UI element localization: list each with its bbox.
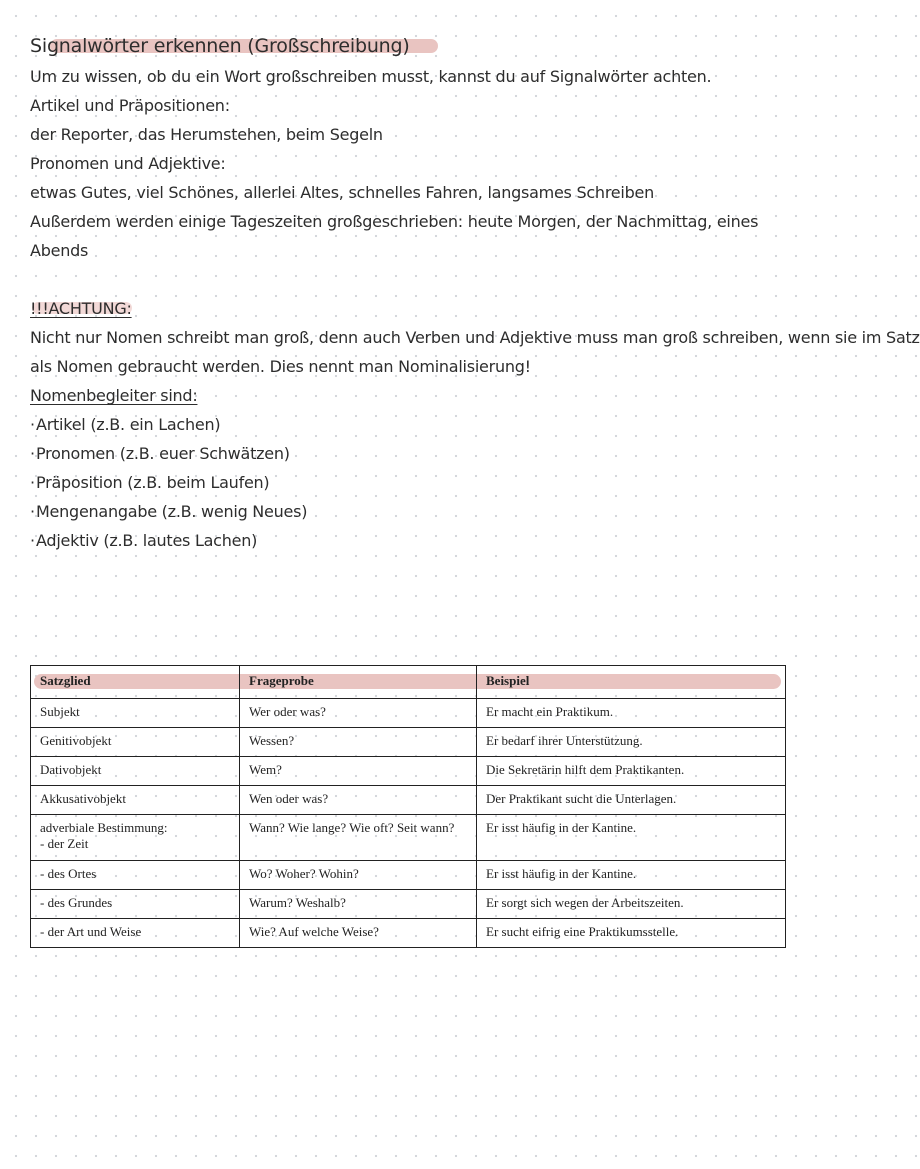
cell-frageprobe: Wo? Woher? Wohin? xyxy=(240,861,477,890)
cell-frageprobe: Wie? Auf welche Weise? xyxy=(240,919,477,948)
cell-satzglied: - des Ortes xyxy=(31,861,240,890)
cell-frageprobe: Wann? Wie lange? Wie oft? Seit wann? xyxy=(240,815,477,861)
cell-satzglied: adverbiale Bestimmung: - der Zeit xyxy=(31,815,240,861)
table-header-row xyxy=(31,666,786,699)
cell-beispiel: Er isst häufig in der Kantine. xyxy=(477,815,786,861)
list-item xyxy=(30,497,810,526)
heading-articles: Artikel und Präpositionen: xyxy=(30,96,230,115)
cell-frageprobe: Wen oder was? xyxy=(240,786,477,815)
column-header-frageprobe: Frageprobe xyxy=(240,666,477,699)
warning-block xyxy=(30,294,810,323)
cell-satzglied: - des Grundes xyxy=(31,890,240,919)
table-row xyxy=(31,728,786,757)
table-row xyxy=(31,890,786,919)
table-row xyxy=(31,757,786,786)
notes-section xyxy=(30,30,920,555)
cell-satzglied: Subjekt xyxy=(31,699,240,728)
cell-beispiel: Er macht ein Praktikum. xyxy=(477,699,786,728)
examples-articles: der Reporter, das Herumstehen, beim Segeln xyxy=(30,125,383,144)
companions-heading: Nomenbegleiter sind: xyxy=(30,386,198,405)
companion-text: Präposition (z.B. beim Laufen) xyxy=(36,473,270,492)
list-item xyxy=(30,468,810,497)
column-header-satzglied: Satzglied xyxy=(31,666,240,699)
cell-beispiel: Er sorgt sich wegen der Arbeitszeiten. xyxy=(477,890,786,919)
companion-text: Artikel (z.B. ein Lachen) xyxy=(36,415,221,434)
page-title: Signalwörter erkennen (Großschreibung) xyxy=(30,35,410,57)
cell-beispiel: Die Sekretärin hilft dem Praktikanten. xyxy=(477,757,786,786)
cell-satzglied: Genitivobjekt xyxy=(31,728,240,757)
column-header-beispiel: Beispiel xyxy=(477,666,786,699)
companion-text: Mengenangabe (z.B. wenig Neues) xyxy=(36,502,308,521)
cell-satzglied: - der Art und Weise xyxy=(31,919,240,948)
cell-beispiel: Der Praktikant sucht die Unterlagen. xyxy=(477,786,786,815)
title-block xyxy=(30,30,410,62)
table-section xyxy=(30,665,785,948)
cell-frageprobe: Wem? xyxy=(240,757,477,786)
cell-beispiel: Er bedarf ihrer Unterstützung. xyxy=(477,728,786,757)
warning-line-2: als Nomen gebraucht werden. Dies nennt man Nominalisierung! xyxy=(30,357,531,376)
list-item xyxy=(30,439,810,468)
bullet-icon: · xyxy=(30,531,35,550)
bullet-icon: · xyxy=(30,502,35,521)
table-row xyxy=(31,815,786,861)
list-item xyxy=(30,410,810,439)
bullet-icon: · xyxy=(30,415,35,434)
cell-frageprobe: Wer oder was? xyxy=(240,699,477,728)
cell-frageprobe: Wessen? xyxy=(240,728,477,757)
satzglied-table xyxy=(30,665,786,948)
table-row xyxy=(31,861,786,890)
bullet-icon: · xyxy=(30,473,35,492)
warning-label: !!!ACHTUNG: xyxy=(30,299,132,318)
daytimes-line-2: Abends xyxy=(30,241,89,260)
examples-pronouns: etwas Gutes, viel Schönes, allerlei Altes, schnelles Fahren, langsames Schreiben xyxy=(30,183,654,202)
cell-beispiel: Er isst häufig in der Kantine. xyxy=(477,861,786,890)
warning-label-wrap xyxy=(30,294,132,323)
warning-line-1: Nicht nur Nomen schreibt man groß, denn auch Verben und Adjektive muss man groß schreiben, wenn sie im Satz xyxy=(30,328,920,347)
list-item xyxy=(30,526,810,555)
intro-text: Um zu wissen, ob du ein Wort großschreiben musst, kannst du auf Signalwörter achten. xyxy=(30,67,712,86)
companion-text: Adjektiv (z.B. lautes Lachen) xyxy=(36,531,258,550)
cell-satzglied: Akkusativobjekt xyxy=(31,786,240,815)
table-row xyxy=(31,699,786,728)
daytimes-line-1: Außerdem werden einige Tageszeiten großgeschrieben: heute Morgen, der Nachmittag, eines xyxy=(30,212,759,231)
cell-beispiel: Er sucht eifrig eine Praktikumsstelle. xyxy=(477,919,786,948)
heading-pronouns: Pronomen und Adjektive: xyxy=(30,154,226,173)
bullet-icon: · xyxy=(30,444,35,463)
spacer xyxy=(30,265,810,294)
cell-satzglied: Dativobjekt xyxy=(31,757,240,786)
table-row xyxy=(31,919,786,948)
companions-heading-row xyxy=(30,381,810,410)
table-row xyxy=(31,786,786,815)
companion-text: Pronomen (z.B. euer Schwätzen) xyxy=(36,444,290,463)
cell-frageprobe: Warum? Weshalb? xyxy=(240,890,477,919)
